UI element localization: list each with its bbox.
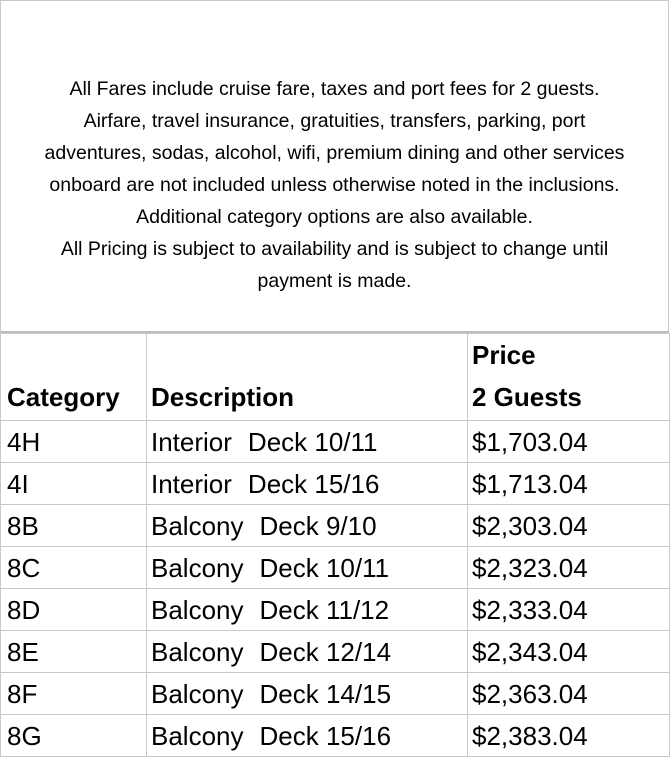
category-cell: 4I — [1, 463, 147, 505]
price-cell: $2,323.04 — [468, 547, 670, 589]
room-type: Balcony — [151, 511, 244, 541]
deck-range: Deck 10/11 — [259, 553, 390, 583]
note-line: onboard are not included unless otherwise noted in the inclusions. — [49, 174, 620, 196]
room-type: Balcony — [151, 637, 244, 667]
deck-range: Deck 15/16 — [247, 469, 380, 499]
table-row — [1, 631, 670, 673]
category-cell: 8D — [1, 589, 147, 631]
price-cell: $1,703.04 — [468, 421, 670, 463]
category-cell: 8F — [1, 673, 147, 715]
table-row — [1, 589, 670, 631]
room-type: Balcony — [151, 595, 244, 625]
description-cell — [147, 505, 468, 547]
deck-range: Deck 14/15 — [259, 679, 392, 709]
category-cell: 8C — [1, 547, 147, 589]
fare-table — [0, 333, 670, 757]
description-cell — [147, 421, 468, 463]
description-cell — [147, 715, 468, 757]
category-cell: 4H — [1, 421, 147, 463]
price-cell: $1,713.04 — [468, 463, 670, 505]
room-type: Balcony — [151, 553, 244, 583]
price-cell: $2,363.04 — [468, 673, 670, 715]
table-row — [1, 673, 670, 715]
description-cell — [147, 463, 468, 505]
price-header-line2: 2 Guests — [472, 382, 582, 412]
deck-range: Deck 10/11 — [247, 427, 378, 457]
note-line: All Pricing is subject to availability and is subject to change until — [60, 238, 609, 260]
note-line: Additional category options are also available. — [136, 206, 533, 228]
description-cell — [147, 547, 468, 589]
category-header: Category — [1, 334, 147, 421]
table-row — [1, 505, 670, 547]
price-cell: $2,303.04 — [468, 505, 670, 547]
table-row — [1, 463, 670, 505]
room-type: Interior — [151, 469, 232, 499]
table-row — [1, 421, 670, 463]
description-cell — [147, 631, 468, 673]
price-header-line1: Price — [472, 340, 536, 370]
note-line: adventures, sodas, alcohol, wifi, premium dining and other services — [44, 142, 625, 164]
table-row — [1, 547, 670, 589]
room-type: Balcony — [151, 721, 244, 751]
category-cell: 8E — [1, 631, 147, 673]
deck-range: Deck 9/10 — [259, 511, 377, 541]
note-line: All Fares include cruise fare, taxes and port fees for 2 guests. — [69, 78, 600, 100]
price-cell: $2,343.04 — [468, 631, 670, 673]
price-header — [468, 334, 670, 421]
description-header: Description — [147, 334, 468, 421]
room-type: Balcony — [151, 679, 244, 709]
deck-range: Deck 11/12 — [259, 595, 390, 625]
deck-range: Deck 15/16 — [259, 721, 392, 751]
description-cell — [147, 589, 468, 631]
room-type: Interior — [151, 427, 232, 457]
price-cell: $2,383.04 — [468, 715, 670, 757]
category-cell: 8B — [1, 505, 147, 547]
description-cell — [147, 673, 468, 715]
fare-notes — [0, 0, 669, 333]
table-header-row — [1, 334, 670, 421]
price-cell: $2,333.04 — [468, 589, 670, 631]
note-line: Airfare, travel insurance, gratuities, transfers, parking, port — [83, 110, 586, 132]
note-line: payment is made. — [257, 270, 412, 292]
deck-range: Deck 12/14 — [259, 637, 392, 667]
category-cell: 8G — [1, 715, 147, 757]
table-row — [1, 715, 670, 757]
